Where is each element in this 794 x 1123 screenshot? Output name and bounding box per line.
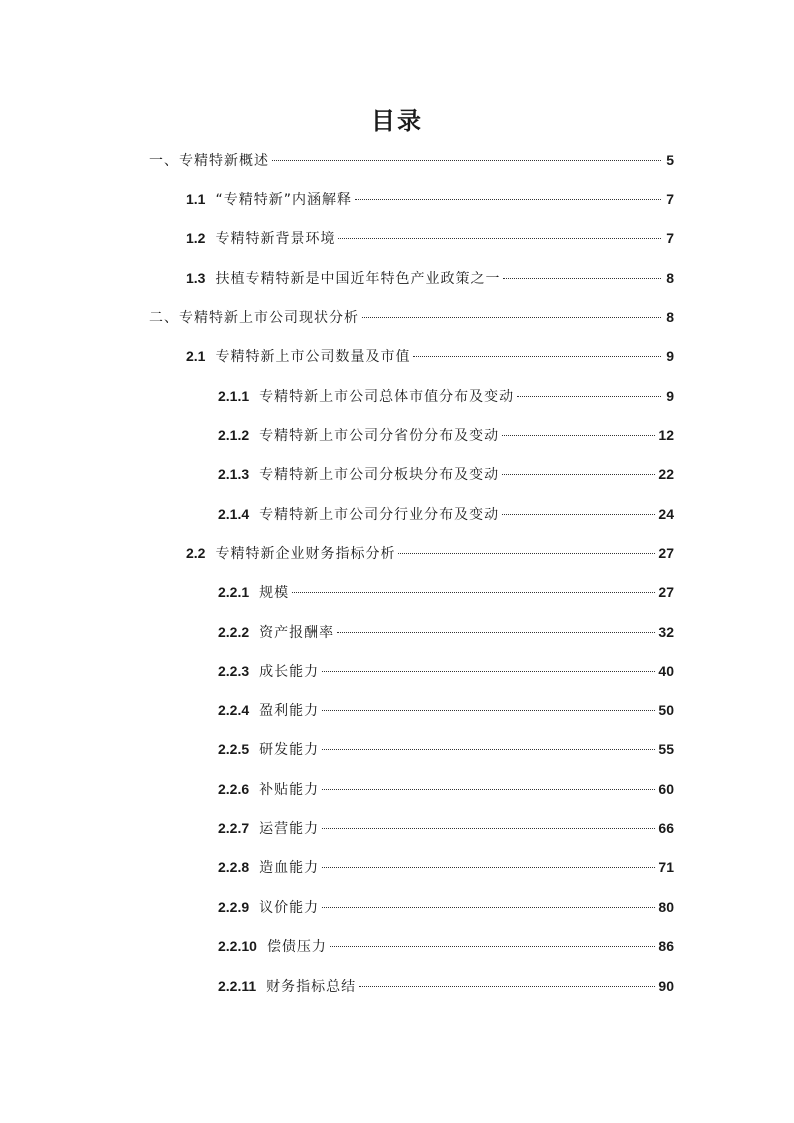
- toc-entry-1[interactable]: [149, 148, 674, 172]
- toc-page-number: 7: [666, 191, 674, 207]
- toc-entry-2-2[interactable]: [186, 541, 674, 565]
- toc-page-number: 5: [666, 152, 674, 168]
- toc-page-number: 9: [666, 388, 674, 404]
- dot-leader: [322, 710, 655, 711]
- dot-leader: [322, 671, 655, 672]
- toc-label: 扶植专精特新是中国近年特色产业政策之一: [215, 271, 501, 287]
- page-title: 目录: [371, 107, 423, 135]
- dot-leader: [355, 199, 661, 200]
- toc-entry-2-2-1[interactable]: [218, 580, 674, 604]
- dot-leader: [517, 396, 661, 397]
- toc-label: 资产报酬率: [259, 625, 335, 641]
- toc-entry-2-2-9[interactable]: [218, 895, 674, 919]
- dot-leader: [338, 238, 661, 239]
- toc-entry-2-1-4[interactable]: [218, 502, 674, 526]
- toc-page-number: 60: [658, 781, 674, 797]
- dot-leader: [322, 907, 655, 908]
- toc-entry-2-2-10[interactable]: [218, 934, 674, 958]
- toc-entry-1-1[interactable]: [186, 187, 674, 211]
- dot-leader: [502, 435, 655, 436]
- dot-leader: [398, 553, 655, 554]
- toc-label: 规模: [259, 585, 290, 601]
- toc-page-number: 50: [658, 702, 674, 718]
- toc-number: 2.1.2: [218, 427, 250, 443]
- toc-number: 2.2.6: [218, 781, 250, 797]
- toc-entry-2-1-2[interactable]: [218, 423, 674, 447]
- dot-leader: [292, 592, 655, 593]
- toc-number: 2.2.11: [218, 978, 257, 994]
- toc-page-number: 8: [666, 309, 674, 325]
- dot-leader: [322, 867, 655, 868]
- toc-page-number: 12: [658, 427, 674, 443]
- toc-entry-2-2-5[interactable]: [218, 737, 674, 761]
- toc-label: 专精特新企业财务指标分析: [215, 546, 396, 562]
- toc-page-number: 86: [658, 938, 674, 954]
- toc-number: 2.2.8: [218, 859, 250, 875]
- toc-entry-2-2-2[interactable]: [218, 620, 674, 644]
- toc-entry-2-2-8[interactable]: [218, 855, 674, 879]
- dot-leader: [502, 474, 655, 475]
- dot-leader: [502, 514, 655, 515]
- toc-page-number: 8: [666, 270, 674, 286]
- toc-number: 2.2.4: [218, 702, 250, 718]
- toc-label: 盈利能力: [259, 703, 320, 719]
- toc-entry-2-2-11[interactable]: [218, 974, 674, 998]
- toc-number: 1.1: [186, 191, 206, 207]
- dot-leader: [322, 749, 655, 750]
- dot-leader: [362, 317, 661, 318]
- toc-label: 一、专精特新概述: [149, 153, 269, 169]
- toc-entry-2-2-7[interactable]: [218, 816, 674, 840]
- toc-number: 2.2: [186, 545, 206, 561]
- toc-number: 2.1.3: [218, 466, 250, 482]
- toc-entry-2-1[interactable]: [186, 344, 674, 368]
- toc-page-number: 27: [658, 584, 674, 600]
- toc-label: 专精特新上市公司分板块分布及变动: [259, 467, 500, 483]
- toc-number: 2.2.7: [218, 820, 250, 836]
- toc-label: 补贴能力: [259, 782, 320, 798]
- dot-leader: [413, 356, 661, 357]
- toc-label: 运营能力: [259, 821, 320, 837]
- toc-page-number: 71: [658, 859, 674, 875]
- toc-page-number: 22: [658, 466, 674, 482]
- toc-label: 议价能力: [259, 900, 320, 916]
- toc-label: 成长能力: [259, 664, 320, 680]
- toc-label: 专精特新背景环境: [215, 231, 336, 247]
- toc-entry-2-2-3[interactable]: [218, 659, 674, 683]
- toc-page-number: 24: [658, 506, 674, 522]
- toc-label: “专精特新”内涵解释: [215, 192, 352, 208]
- toc-entry-1-2[interactable]: [186, 226, 674, 250]
- toc-number: 2.2.2: [218, 624, 250, 640]
- toc-number: 2.2.3: [218, 663, 250, 679]
- toc-entry-2-1-1[interactable]: [218, 384, 674, 408]
- dot-leader: [359, 986, 655, 987]
- dot-leader: [337, 632, 655, 633]
- toc-page-number: 27: [658, 545, 674, 561]
- toc-page-number: 90: [658, 978, 674, 994]
- dot-leader: [322, 789, 655, 790]
- toc-entry-1-3[interactable]: [186, 266, 674, 290]
- toc-entry-2-2-4[interactable]: [218, 698, 674, 722]
- dot-leader: [503, 278, 661, 279]
- toc-page-number: 40: [658, 663, 674, 679]
- toc-page-number: 80: [658, 899, 674, 915]
- toc-label: 造血能力: [259, 860, 320, 876]
- toc-number: 2.2.10: [218, 938, 257, 954]
- toc-page-number: 55: [658, 741, 674, 757]
- toc-number: 2.1.1: [218, 388, 250, 404]
- toc-label: 专精特新上市公司数量及市值: [215, 349, 411, 365]
- toc-label: 研发能力: [259, 742, 320, 758]
- toc-label: 偿债压力: [266, 939, 327, 955]
- toc-number: 1.2: [186, 230, 206, 246]
- toc-page-number: 9: [666, 348, 674, 364]
- toc-number: 2.2.1: [218, 584, 250, 600]
- toc-label: 专精特新上市公司分省份分布及变动: [259, 428, 500, 444]
- toc-number: 2.2.5: [218, 741, 250, 757]
- toc-entry-2-2-6[interactable]: [218, 777, 674, 801]
- toc-label: 财务指标总结: [266, 979, 357, 995]
- dot-leader: [330, 946, 655, 947]
- toc-number: 2.1: [186, 348, 206, 364]
- toc-page-number: 66: [658, 820, 674, 836]
- toc-label: 专精特新上市公司总体市值分布及变动: [259, 389, 515, 405]
- toc-number: 1.3: [186, 270, 206, 286]
- toc-page-number: 7: [666, 230, 674, 246]
- dot-leader: [322, 828, 655, 829]
- toc-page-number: 32: [658, 624, 674, 640]
- toc-entry-2[interactable]: [149, 305, 674, 329]
- toc-label: 专精特新上市公司分行业分布及变动: [259, 507, 500, 523]
- toc-entry-2-1-3[interactable]: [218, 462, 674, 486]
- toc-label: 二、专精特新上市公司现状分析: [149, 310, 359, 326]
- toc-number: 2.2.9: [218, 899, 250, 915]
- toc-number: 2.1.4: [218, 506, 250, 522]
- dot-leader: [272, 160, 661, 161]
